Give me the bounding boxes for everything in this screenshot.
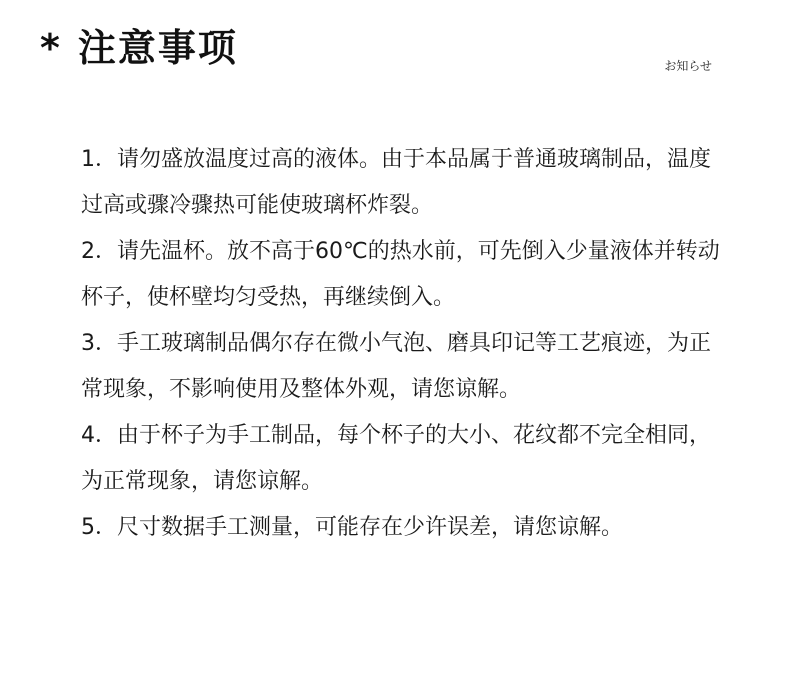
notice-header xyxy=(40,22,720,82)
note-item-3: 3．手工玻璃制品偶尔存在微小气泡、磨具印记等工艺痕迹，为正常现象，不影响使用及整体外观，请您谅解。 xyxy=(81,331,711,402)
note-item-2: 2．请先温杯。放不高于60℃的热水前，可先倒入少量液体并转动杯子，使杯壁均匀受热，再继续倒入。 xyxy=(81,239,720,310)
page-title xyxy=(40,22,238,74)
note-item-5: 5．尺寸数据手工测量，可能存在少许误差，请您谅解。 xyxy=(81,515,623,540)
note-item-1: 1．请勿盛放温度过高的液体。由于本品属于普通玻璃制品，温度过高或骤冷骤热可能使玻璃杯炸裂。 xyxy=(81,147,711,218)
page-subtitle: お知らせ xyxy=(664,59,712,73)
title-text: 注意事项 xyxy=(77,26,238,70)
notes-list xyxy=(81,137,726,551)
note-item-4: 4．由于杯子为手工制品，每个杯子的大小、花纹都不完全相同，为正常现象，请您谅解。 xyxy=(81,423,711,494)
asterisk-icon: * xyxy=(40,26,62,70)
